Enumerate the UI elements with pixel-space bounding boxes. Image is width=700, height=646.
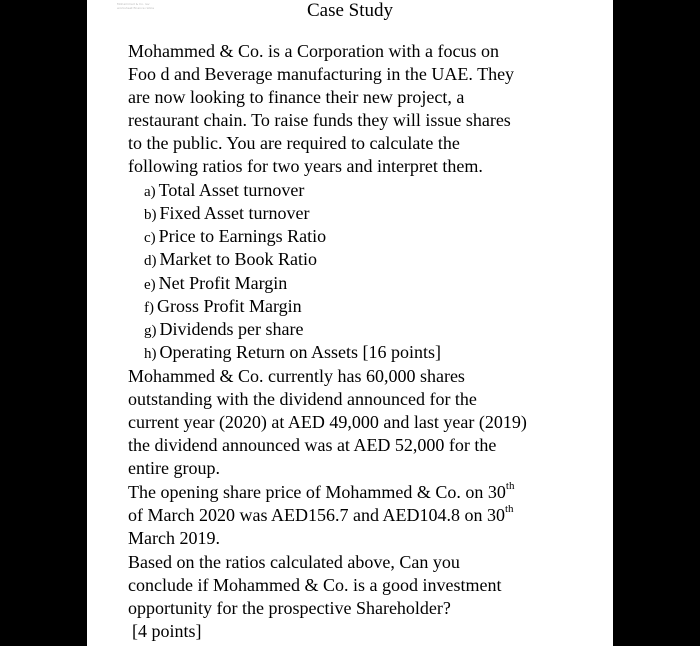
header-scribble: Mohammed & Co. rev worksheet finance ratios [117, 2, 155, 10]
dividend-line: outstanding with the dividend announced for the [128, 389, 477, 409]
ratio-item: h) Operating Return on Assets [16 points] [144, 342, 441, 362]
ratio-item: a) Total Asset turnover [144, 180, 305, 200]
ratio-item: d) Market to Book Ratio [144, 249, 317, 269]
intro-line: following ratios for two years and interpret them. [128, 156, 483, 176]
intro-line: restaurant chain. To raise funds they will issue shares [128, 110, 511, 130]
price-line: March 2019. [128, 528, 220, 548]
question-line: opportunity for the prospective Shareholder? [128, 598, 451, 618]
page-title: Case Study [306, 0, 394, 21]
intro-line: are now looking to finance their new project, a [128, 87, 465, 107]
dividend-line: the dividend announced was at AED 52,000 for the [128, 435, 497, 455]
ratio-item: g) Dividends per share [144, 319, 304, 339]
intro-line: Foo d and Beverage manufacturing in the UAE. They [128, 64, 515, 84]
question-line: Based on the ratios calculated above, Can you [128, 552, 460, 572]
ratio-item: e) Net Profit Margin [144, 273, 288, 293]
ratio-item: b) Fixed Asset turnover [144, 203, 310, 223]
document-page [87, 0, 613, 646]
price-line: The opening share price of Mohammed & Co. on 30th [128, 480, 515, 502]
dividend-line: entire group. [128, 458, 220, 478]
ratio-item: c) Price to Earnings Ratio [144, 226, 327, 246]
question-line: conclude if Mohammed & Co. is a good investment [128, 575, 502, 595]
points-label: [4 points] [132, 621, 202, 641]
dividend-line: current year (2020) at AED 49,000 and last year (2019) [128, 412, 527, 432]
dividend-line: Mohammed & Co. currently has 60,000 shares [128, 366, 465, 386]
intro-line: Mohammed & Co. is a Corporation with a focus on [128, 41, 499, 61]
intro-line: to the public. You are required to calculate the [128, 133, 460, 153]
price-line: of March 2020 was AED156.7 and AED104.8 on 30th [128, 503, 514, 525]
ratio-item: f) Gross Profit Margin [144, 296, 302, 316]
